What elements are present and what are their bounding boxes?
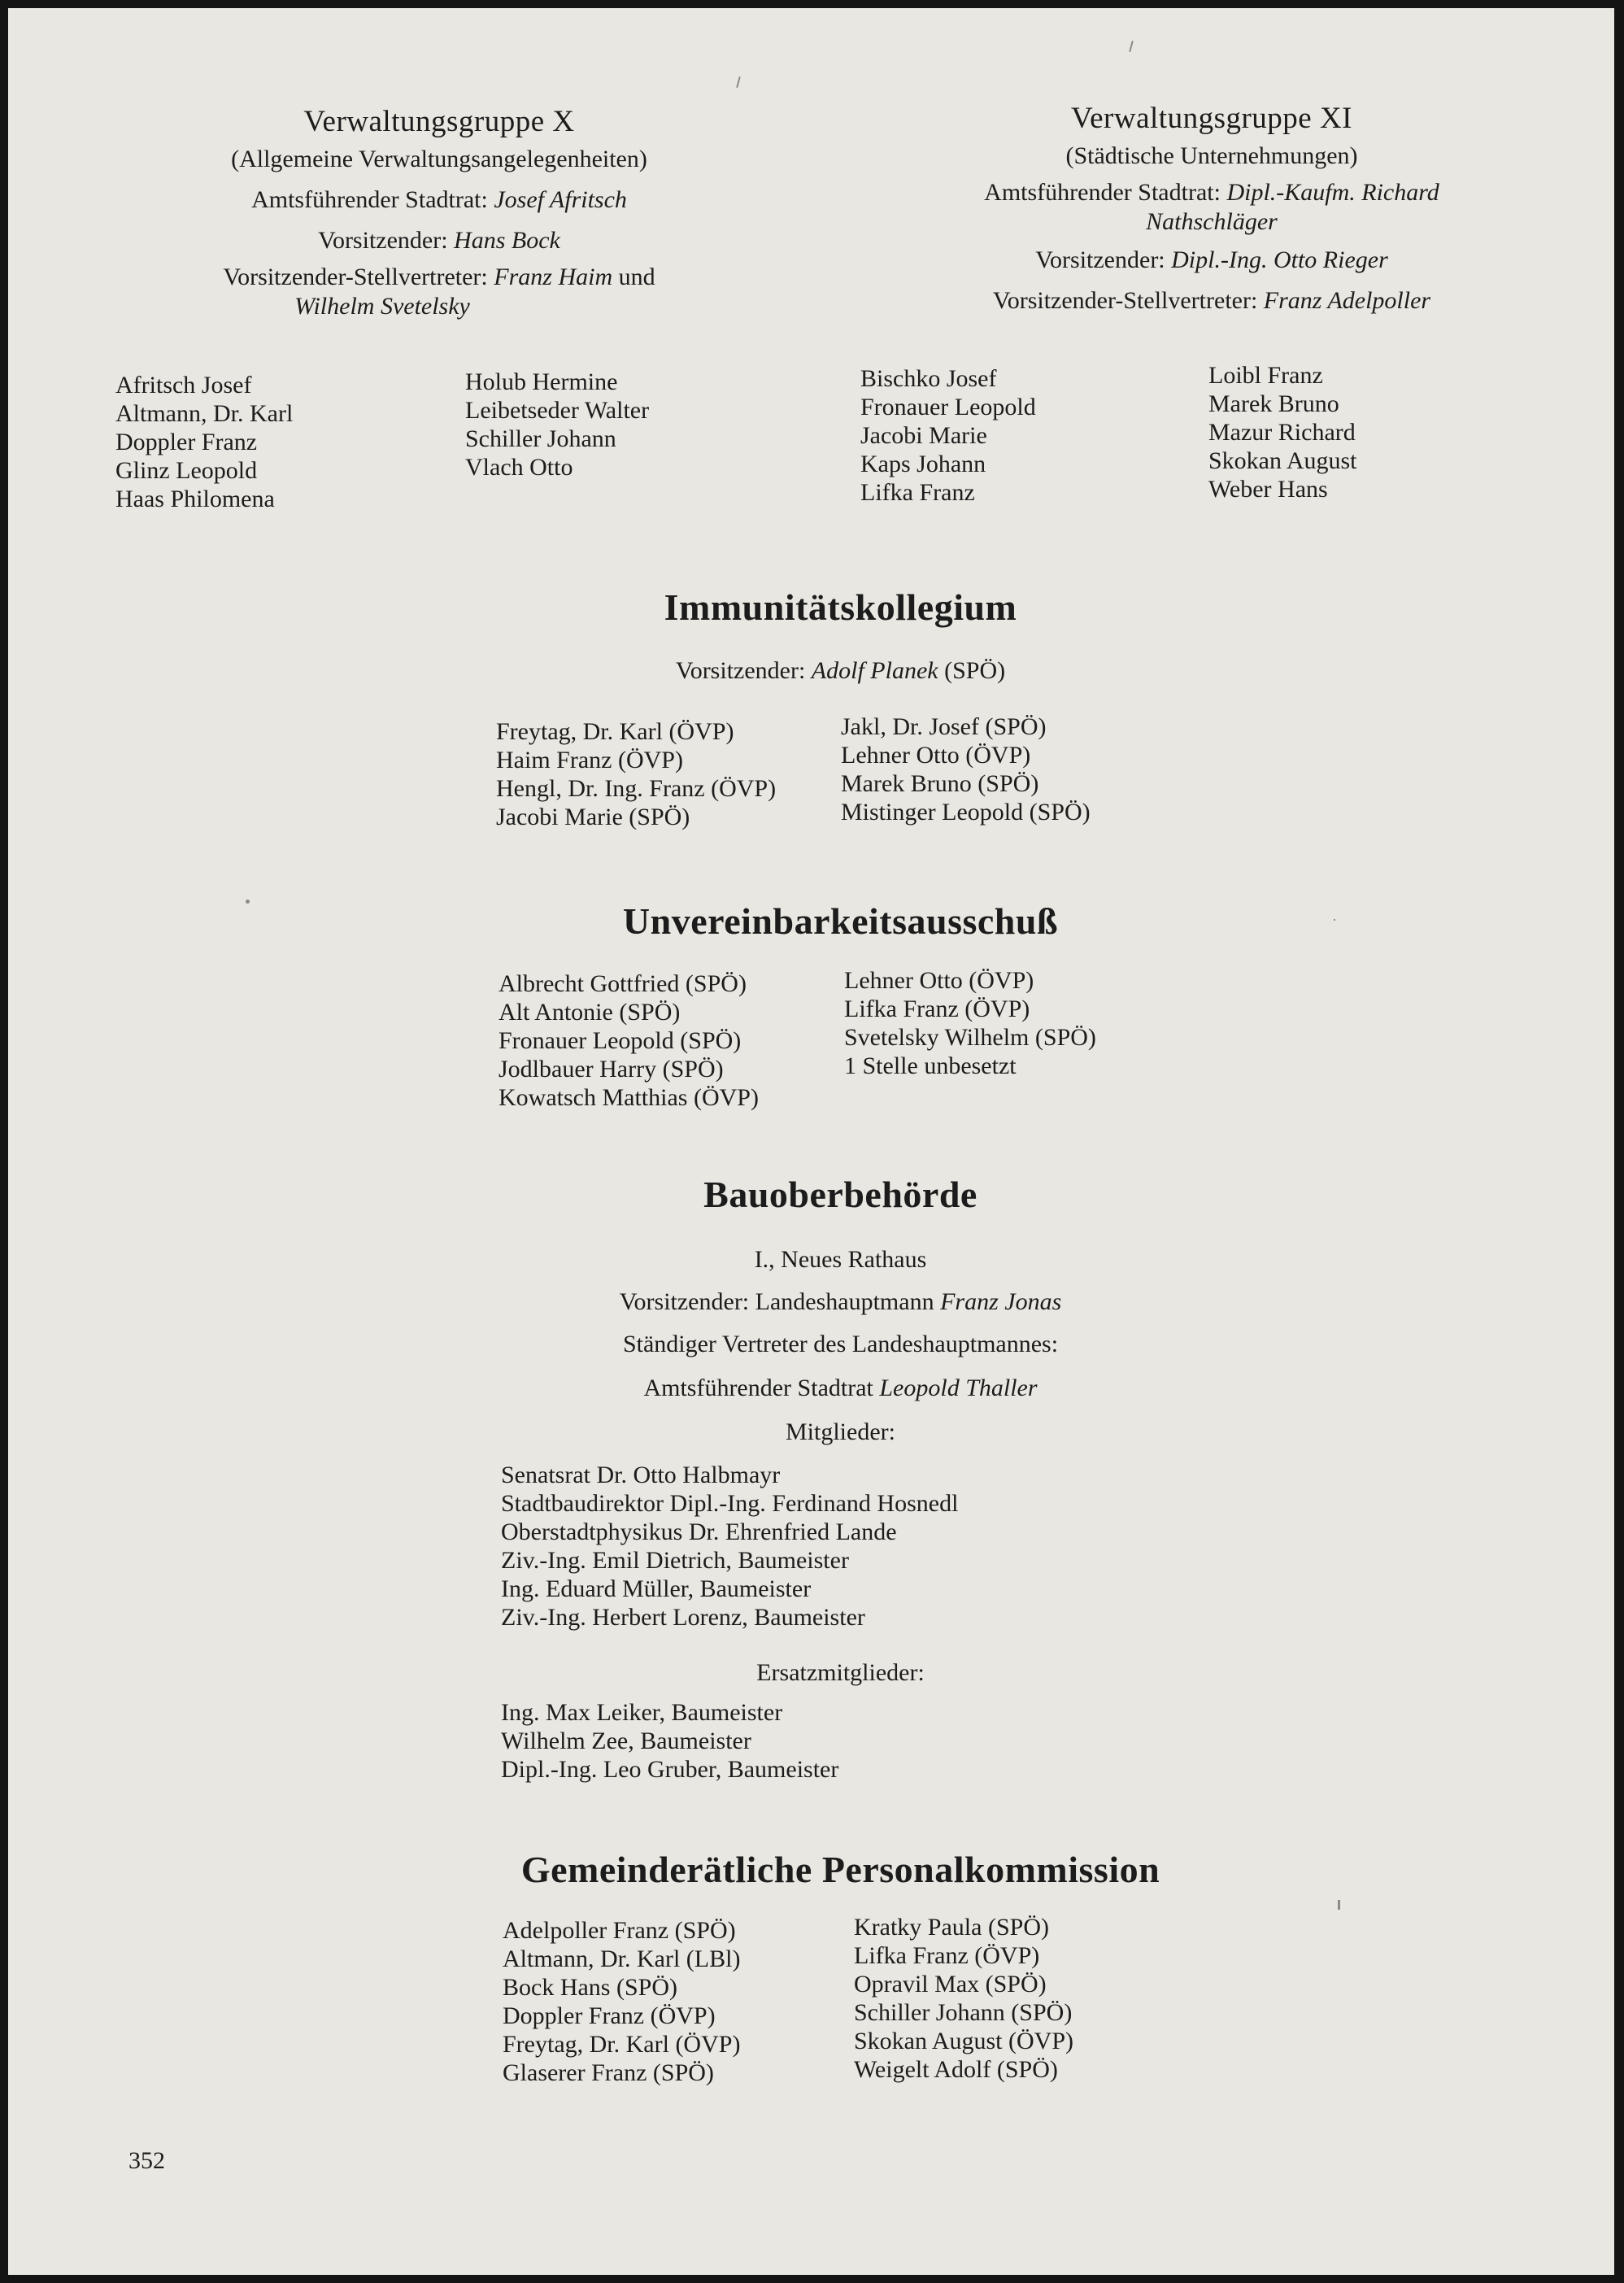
group-xi-subtitle: (Städtische Unternehmungen) (1065, 142, 1358, 169)
list-item: Jakl, Dr. Josef (SPÖ) (841, 713, 1047, 740)
list-item: Ing. Eduard Müller, Baumeister (501, 1575, 812, 1602)
list-item: Afritsch Josef (115, 372, 252, 399)
building-rep-line: Ständiger Vertreter des Landeshauptmannes: (622, 1331, 1059, 1357)
immunity-members-left (496, 717, 776, 831)
list-item: Freytag, Dr. Karl (ÖVP) (503, 2031, 741, 2058)
list-item: Lifka Franz (860, 479, 975, 506)
group-x-heading: Verwaltungsgruppe X (303, 105, 575, 138)
list-item: Marek Bruno (1208, 390, 1339, 417)
building-members (501, 1461, 958, 1632)
list-item: Skokan August (1208, 447, 1357, 474)
group-xi-chair (846, 242, 1578, 279)
list-item: Lehner Otto (ÖVP) (844, 967, 1034, 994)
group-x-stadtrat-name: Josef Afritsch (494, 186, 627, 213)
list-item: Lifka Franz (ÖVP) (844, 996, 1030, 1022)
group-xi-chair-name: Dipl.-Ing. Otto Rieger (1171, 246, 1388, 273)
list-item: Opravil Max (SPÖ) (854, 1971, 1047, 1998)
incompat-members-right (844, 966, 1096, 1080)
list-item: Haim Franz (ÖVP) (496, 747, 683, 773)
list-item: Vlach Otto (465, 454, 573, 481)
list-item: Freytag, Dr. Karl (ÖVP) (496, 718, 734, 745)
print-mark (1338, 1900, 1340, 1910)
group-xi-deputy (846, 282, 1578, 320)
immunity-chair-name: Adolf Planek (811, 657, 938, 684)
group-x-stadtrat (73, 181, 805, 219)
list-item: Svetelsky Wilhelm (SPÖ) (844, 1024, 1096, 1051)
list-item: Skokan August (ÖVP) (854, 2028, 1074, 2054)
building-address: I., Neues Rathaus (754, 1246, 927, 1273)
list-item: Marek Bruno (SPÖ) (841, 770, 1039, 797)
list-item: Altmann, Dr. Karl (LBl) (503, 1945, 741, 1972)
group-xi-stadtrat (846, 178, 1578, 207)
incompat-title: Unvereinbarkeitsausschuß (622, 900, 1059, 942)
list-item: Jacobi Marie (860, 422, 987, 449)
list-item: Hengl, Dr. Ing. Franz (ÖVP) (496, 775, 777, 802)
building-chair (8, 1283, 1624, 1321)
list-item: Altmann, Dr. Karl (115, 400, 294, 427)
list-item: Lifka Franz (ÖVP) (854, 1942, 1040, 1969)
building-stadtrat-label: Amtsführender Stadtrat (643, 1375, 873, 1401)
list-item: Kowatsch Matthias (ÖVP) (499, 1084, 759, 1111)
list-item: Lehner Otto (ÖVP) (841, 742, 1031, 769)
list-item: Bischko Josef (860, 365, 997, 392)
group-xi-stadtrat-name-1: Dipl.-Kaufm. Richard (1226, 179, 1439, 206)
group-xi-stadtrat-name-2: Nathschläger (1146, 208, 1278, 235)
list-item: Wilhelm Zee, Baumeister (501, 1727, 751, 1754)
group-x-chair-name: Hans Bock (454, 227, 560, 254)
list-item: Oberstadtphysikus Dr. Ehrenfried Lande (501, 1518, 897, 1545)
list-item: Dipl.-Ing. Leo Gruber, Baumeister (501, 1756, 839, 1783)
list-item: Senatsrat Dr. Otto Halbmayr (501, 1462, 781, 1488)
list-item: Mistinger Leopold (SPÖ) (841, 799, 1091, 826)
page-number: 352 (128, 2147, 165, 2174)
group-xi-heading: Verwaltungsgruppe XI (1071, 102, 1352, 135)
document-page (8, 8, 1614, 2275)
group-x-chair (73, 222, 805, 259)
list-item: Schiller Johann (SPÖ) (854, 1999, 1073, 2026)
list-item: 1 Stelle unbesetzt (844, 1052, 1017, 1079)
building-members-label: Mitglieder: (786, 1418, 895, 1445)
building-stadtrat-name: Leopold Thaller (879, 1375, 1038, 1401)
list-item: Doppler Franz (ÖVP) (503, 2002, 716, 2029)
list-item: Ziv.-Ing. Emil Dietrich, Baumeister (501, 1547, 849, 1574)
building-chair-label: Vorsitzender: Landeshauptmann (619, 1288, 934, 1315)
list-item: Leibetseder Walter (465, 397, 650, 424)
list-item: Weigelt Adolf (SPÖ) (854, 2056, 1058, 2083)
immunity-chair (8, 652, 1624, 690)
group-xi-members-right (1208, 361, 1357, 503)
building-substitutes-label: Ersatzmitglieder: (756, 1659, 925, 1686)
print-mark (736, 76, 741, 88)
personnel-title: Gemeinderätliche Personalkommission (520, 1849, 1160, 1890)
group-x-subtitle: (Allgemeine Verwaltungsangelegenheiten) (231, 146, 647, 172)
group-x-deputy-name-2: Wilhelm Svetelsky (294, 293, 470, 320)
list-item: Jodlbauer Harry (SPÖ) (499, 1056, 724, 1083)
group-xi-chair-label: Vorsitzender: (1035, 246, 1165, 273)
group-xi-deputy-label: Vorsitzender-Stellvertreter: (992, 287, 1258, 314)
list-item: Fronauer Leopold (860, 394, 1036, 420)
list-item: Glinz Leopold (115, 457, 258, 484)
list-item: Jacobi Marie (SPÖ) (496, 804, 690, 830)
incompat-members-left (499, 969, 759, 1112)
building-title: Bauoberbehörde (703, 1174, 977, 1215)
group-xi-deputy-name: Franz Adelpoller (1263, 287, 1431, 314)
group-xi-header (846, 101, 1578, 320)
immunity-chair-party: (SPÖ) (944, 657, 1006, 684)
list-item: Holub Hermine (465, 368, 618, 395)
list-item: Haas Philomena (115, 486, 275, 512)
group-x-members-left (115, 371, 293, 513)
list-item: Fronauer Leopold (SPÖ) (499, 1027, 742, 1054)
list-item: Loibl Franz (1208, 362, 1323, 389)
list-item: Kaps Johann (860, 451, 986, 477)
group-x-chair-label: Vorsitzender: (318, 227, 448, 254)
list-item: Adelpoller Franz (SPÖ) (503, 1917, 736, 1944)
print-mark (1129, 41, 1134, 52)
group-xi-members-left (860, 364, 1036, 507)
group-x-stadtrat-label: Amtsführender Stadtrat: (251, 186, 488, 213)
list-item: Doppler Franz (115, 429, 258, 455)
list-item: Kratky Paula (SPÖ) (854, 1914, 1049, 1941)
group-x-deputy (73, 263, 805, 292)
immunity-chair-label: Vorsitzender: (675, 657, 806, 684)
building-stadtrat (8, 1370, 1624, 1407)
group-x-deputy-label: Vorsitzender-Stellvertreter: (223, 264, 488, 290)
list-item: Bock Hans (SPÖ) (503, 1974, 677, 2001)
group-x-members-right (465, 368, 649, 481)
building-chair-name: Franz Jonas (940, 1288, 1062, 1315)
list-item: Albrecht Gottfried (SPÖ) (499, 970, 747, 997)
immunity-members-right (841, 712, 1091, 826)
list-item: Weber Hans (1208, 476, 1328, 503)
list-item: Mazur Richard (1208, 419, 1356, 446)
group-x-header (73, 104, 805, 321)
personnel-members-right (854, 1913, 1073, 2084)
list-item: Alt Antonie (SPÖ) (499, 999, 681, 1026)
building-substitutes (501, 1698, 838, 1784)
list-item: Glaserer Franz (SPÖ) (503, 2059, 714, 2086)
group-x-deputy-name-1: Franz Haim (494, 264, 613, 290)
immunity-title: Immunitätskollegium (664, 586, 1017, 628)
group-x-deputy-and: und (618, 264, 655, 290)
list-item: Ing. Max Leiker, Baumeister (501, 1699, 783, 1726)
personnel-members-left (503, 1916, 740, 2087)
list-item: Ziv.-Ing. Herbert Lorenz, Baumeister (501, 1604, 865, 1631)
list-item: Schiller Johann (465, 425, 616, 452)
group-xi-stadtrat-label: Amtsführender Stadtrat: (984, 179, 1221, 206)
list-item: Stadtbaudirektor Dipl.-Ing. Ferdinand Hosnedl (501, 1490, 959, 1517)
